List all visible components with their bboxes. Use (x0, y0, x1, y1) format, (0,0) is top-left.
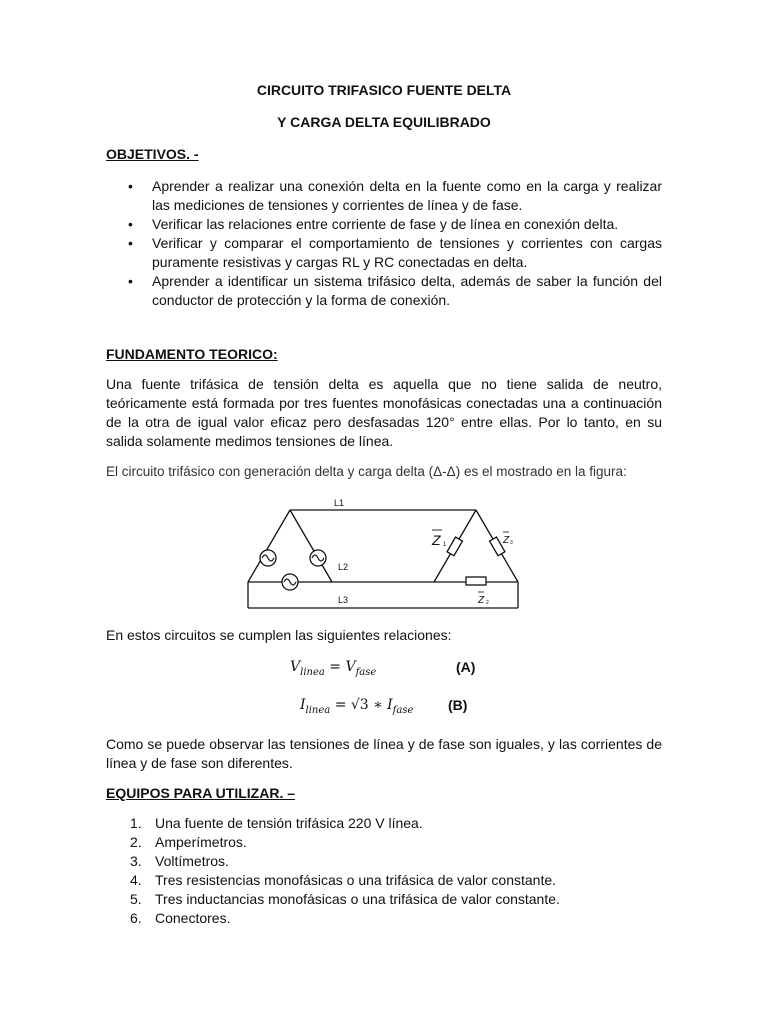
equipment-item (106, 833, 662, 852)
equipment-item-text: Una fuente de tensión trifásica 220 V línea. (155, 815, 423, 831)
title-line-2: Y CARGA DELTA EQUILIBRADO (277, 114, 491, 130)
equation-a (290, 658, 376, 682)
title-line-1: CIRCUITO TRIFASICO FUENTE DELTA (256, 82, 512, 98)
equipment-item-number: 6. (130, 910, 142, 926)
source-right-branch (290, 510, 332, 582)
label-l2: L2 (338, 562, 349, 572)
label-z2: Z (478, 595, 485, 606)
equipment-item-text: Tres resistencias monofásicas o una trifásica de valor constante. (155, 872, 557, 888)
equation-b (300, 696, 413, 720)
eq-b-rhs-sub: fase (392, 704, 414, 716)
label-z1-sub: 1 (443, 542, 447, 548)
eq-a-rhs-sub: fase (355, 666, 377, 678)
equipment-item-text: Tres inductancias monofásicas o una trifásica de valor constante. (155, 891, 560, 907)
eq-b-rhs: I (387, 697, 393, 713)
equation-a-label: (A) (456, 659, 476, 675)
eq-a-op: = (324, 659, 346, 675)
equipment-item-number: 4. (130, 872, 142, 888)
eq-a-rhs: V (345, 659, 356, 675)
relations-conclusion: Como se puede observar las tensiones de línea y de fase son iguales, y las corrientes de línea y de fase son diferentes. (106, 736, 662, 771)
objectives-list (106, 177, 662, 310)
equation-b-label: (B) (448, 697, 468, 713)
figure-caption: El circuito trifásico con generación delta y carga delta (Δ-Δ) es el mostrado en la figura: (106, 464, 627, 479)
impedance-z1-icon (447, 537, 462, 556)
eq-b-op: = √3 ∗ (330, 697, 388, 713)
theory-paragraph: Una fuente trifásica de tensión delta es aquella que no tiene salida de neutro, teóricamente está formada por tres fuentes monofásicas conectadas una a continuación de la otra de igual valor eficaz pero desfasadas 120° entre ellas. Por lo tanto, en su salida solamente medimos tensiones de línea. (106, 376, 662, 449)
equipment-item-number: 2. (130, 834, 142, 850)
equipment-item-number: 3. (130, 853, 142, 869)
impedance-z2-icon (466, 577, 486, 585)
ac-source-icon (282, 574, 298, 590)
label-l1: L1 (334, 498, 345, 508)
ac-source-icon (310, 550, 326, 566)
objective-item: • Aprender a identificar un sistema trifásico delta, además de saber la función del conductor de protección y la forma de conexión. (106, 272, 662, 310)
equipment-item (106, 814, 662, 833)
equipment-heading: EQUIPOS PARA UTILIZAR. – (106, 785, 296, 801)
objective-item: • Verificar y comparar el comportamiento de tensiones y corrientes con cargas puramente resistivas y cargas RL y RC conectadas en delta. (106, 234, 662, 272)
equipment-item-number: 5. (130, 891, 142, 907)
ac-source-icon (260, 550, 276, 566)
equipment-item-number: 1. (130, 815, 142, 831)
equipment-item (106, 871, 662, 890)
objective-item: • Verificar las relaciones entre corriente de fase y de línea en conexión delta. (106, 215, 662, 234)
equipment-item-text: Amperímetros. (155, 834, 247, 850)
equipment-item (106, 909, 662, 928)
label-z3: Z (503, 535, 510, 546)
equipment-list (106, 814, 662, 928)
eq-a-lhs-sub: linea (300, 666, 325, 678)
equipment-item-text: Conectores. (155, 910, 231, 926)
objective-item: • Aprender a realizar una conexión delta en la fuente como en la carga y realizar las mediciones de tensiones y corrientes de línea y de fase. (106, 177, 662, 215)
label-z3-sub: 3 (510, 540, 513, 546)
relations-intro: En estos circuitos se cumplen las siguientes relaciones: (106, 627, 452, 643)
eq-b-lhs-sub: linea (305, 704, 331, 716)
eq-b-lhs: I (300, 697, 306, 713)
equipment-item-text: Voltímetros. (155, 853, 229, 869)
equipment-item (106, 890, 662, 909)
objectives-heading: OBJETIVOS. - (106, 146, 199, 162)
equipment-item (106, 852, 662, 871)
theory-heading: FUNDAMENTO TEORICO: (106, 346, 278, 362)
label-l3: L3 (338, 595, 349, 605)
label-z1: Z (432, 532, 441, 548)
label-z2-sub: 2 (486, 600, 489, 606)
eq-a-lhs: V (290, 659, 301, 675)
source-left-branch (248, 510, 290, 582)
delta-delta-circuit-diagram (246, 496, 522, 612)
